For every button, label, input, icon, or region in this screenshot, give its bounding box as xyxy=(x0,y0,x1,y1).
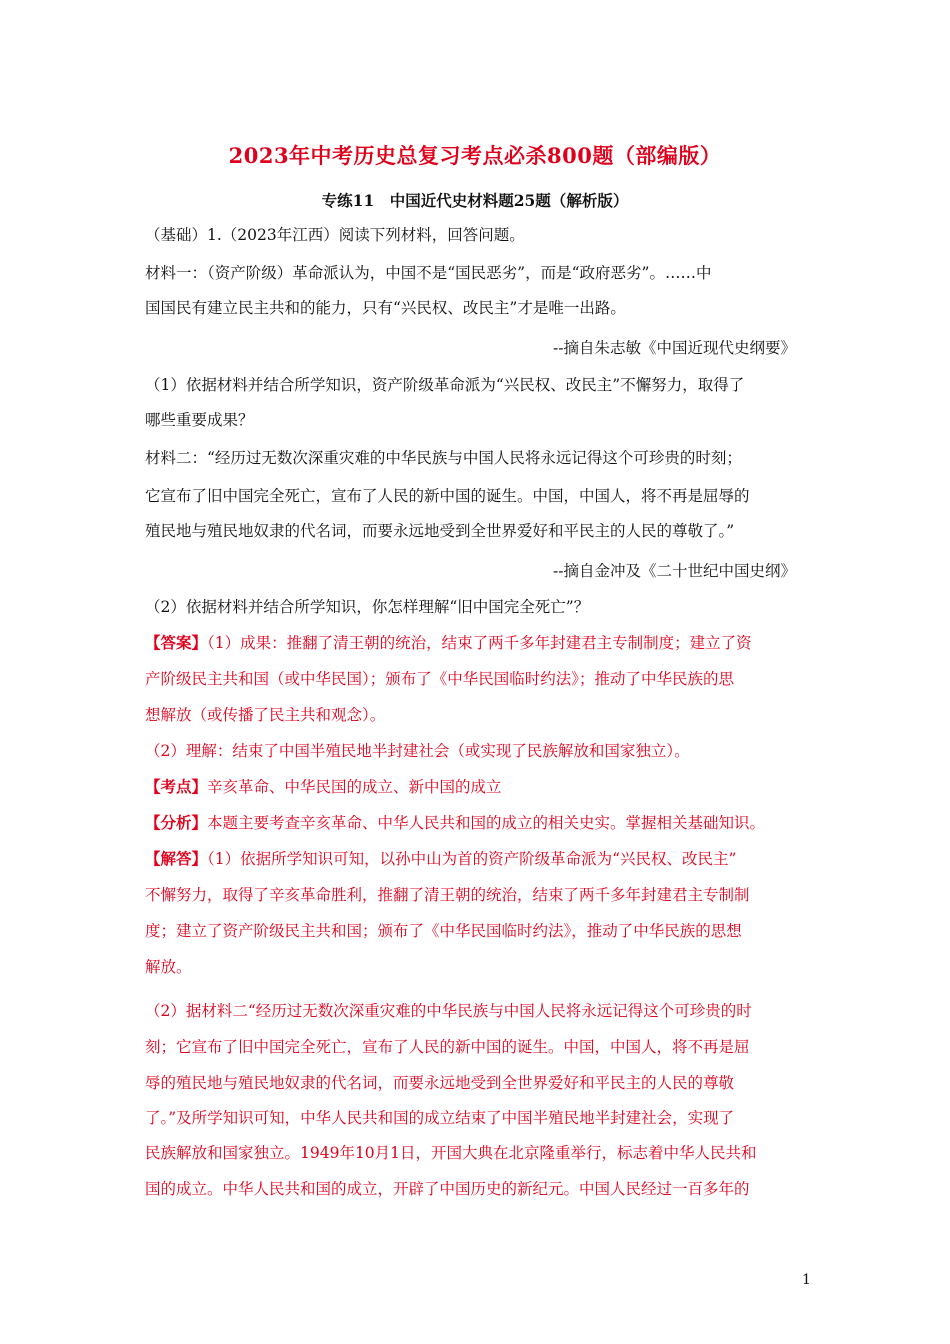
answer-line: 产阶级民主共和国（或中华民国）；颁布了《中华民国临时约法》；推动了中华民族的思 xyxy=(145,670,735,688)
material1-line: 国国民有建立民主共和的能力，只有“兴民权、改民主”才是唯一出路。 xyxy=(145,299,626,317)
jieda-line: 不懈努力，取得了辛亥革命胜利，推翻了清王朝的统治，结束了两千多年封建君主专制制 xyxy=(145,886,750,904)
jieda-tag: 【解答】 xyxy=(145,849,208,868)
question-header: （基础）1.（2023年江西）阅读下列材料，回答问题。 xyxy=(145,226,525,244)
page-number: 1 xyxy=(802,1272,811,1288)
question1-line: （1）依据材料并结合所学知识，资产阶级革命派为“兴民权、改民主”不懈努力，取得了 xyxy=(145,376,745,394)
material1-line: 材料一：（资产阶级）革命派认为，中国不是“国民恶劣”，而是“政府恶劣”。……中 xyxy=(145,264,712,282)
answer-part2: （2）理解：结束了中国半殖民地半封建社会（或实现了民族解放和国家独立）。 xyxy=(145,742,690,760)
question1-line: 哪些重要成果？ xyxy=(145,411,254,429)
fenxi-line xyxy=(145,812,765,834)
kaodian-text: 辛亥革命、中华民国的成立、新中国的成立 xyxy=(207,778,502,796)
jieda-text: （1）依据所学知识可知，以孙中山为首的资产阶级革命派为“兴民权、改民主” xyxy=(207,850,737,868)
answer-line: 想解放（或传播了民主共和观念）。 xyxy=(145,706,386,724)
jieda-part2-line: 了。”及所学知识可知，中华人民共和国的成立结束了中国半殖民地半封建社会，实现了 xyxy=(145,1109,735,1127)
kaodian-line xyxy=(145,776,502,798)
material2-line: 材料二：“经历过无数次深重灾难的中华民族与中国人民将永远记得这个可珍贵的时刻； xyxy=(145,449,742,467)
jieda-line xyxy=(145,848,736,870)
jieda-part2-line: 国的成立。中华人民共和国的成立，开辟了中国历史的新纪元。中国人民经过一百多年的 xyxy=(145,1180,750,1198)
jieda-part2-line: 辱的殖民地与殖民地奴隶的代名词，而要永远地受到全世界爱好和平民主的人民的尊敬 xyxy=(145,1074,735,1092)
jieda-part2-line: 刻；它宣布了旧中国完全死亡，宣布了人民的新中国的诞生。中国，中国人，将不再是屈 xyxy=(145,1038,750,1056)
material2-line: 殖民地与殖民地奴隶的代名词，而要永远地受到全世界爱好和平民主的人民的尊敬了。” xyxy=(145,522,735,540)
material2-line: 它宣布了旧中国完全死亡，宣布了人民的新中国的诞生。中国，中国人，将不再是屈辱的 xyxy=(145,487,750,505)
material2-source: --摘自金冲及《二十世纪中国史纲》 xyxy=(553,562,796,580)
fenxi-text: 本题主要考查辛亥革命、中华人民共和国的成立的相关史实。掌握相关基础知识。 xyxy=(207,814,766,832)
fenxi-tag: 【分析】 xyxy=(145,813,208,832)
material1-source: --摘自朱志敏《中国近现代史纲要》 xyxy=(553,339,796,357)
kaodian-tag: 【考点】 xyxy=(145,777,208,796)
question2: （2）依据材料并结合所学知识，你怎样理解“旧中国完全死亡”？ xyxy=(145,598,590,616)
jieda-line: 度；建立了资产阶级民主共和国；颁布了《中华民国临时约法》，推动了中华民族的思想 xyxy=(145,922,742,940)
answer-line xyxy=(145,632,752,654)
document-subtitle: 专练11 中国近代史材料题25题（解析版） xyxy=(321,191,629,210)
jieda-part2-line: （2）据材料二“经历过无数次深重灾难的中华民族与中国人民将永远记得这个可珍贵的时 xyxy=(145,1002,752,1020)
answer-tag: 【答案】 xyxy=(145,633,208,652)
jieda-part2-line: 民族解放和国家独立。1949年10月1日，开国大典在北京隆重举行，标志着中华人民共和 xyxy=(145,1144,757,1162)
answer-text: （1）成果：推翻了清王朝的统治，结束了两千多年封建君主专制制度；建立了资 xyxy=(207,634,752,652)
document-title: 2023年中考历史总复习考点必杀800题（部编版） xyxy=(228,143,722,168)
jieda-line: 解放。 xyxy=(145,958,192,976)
